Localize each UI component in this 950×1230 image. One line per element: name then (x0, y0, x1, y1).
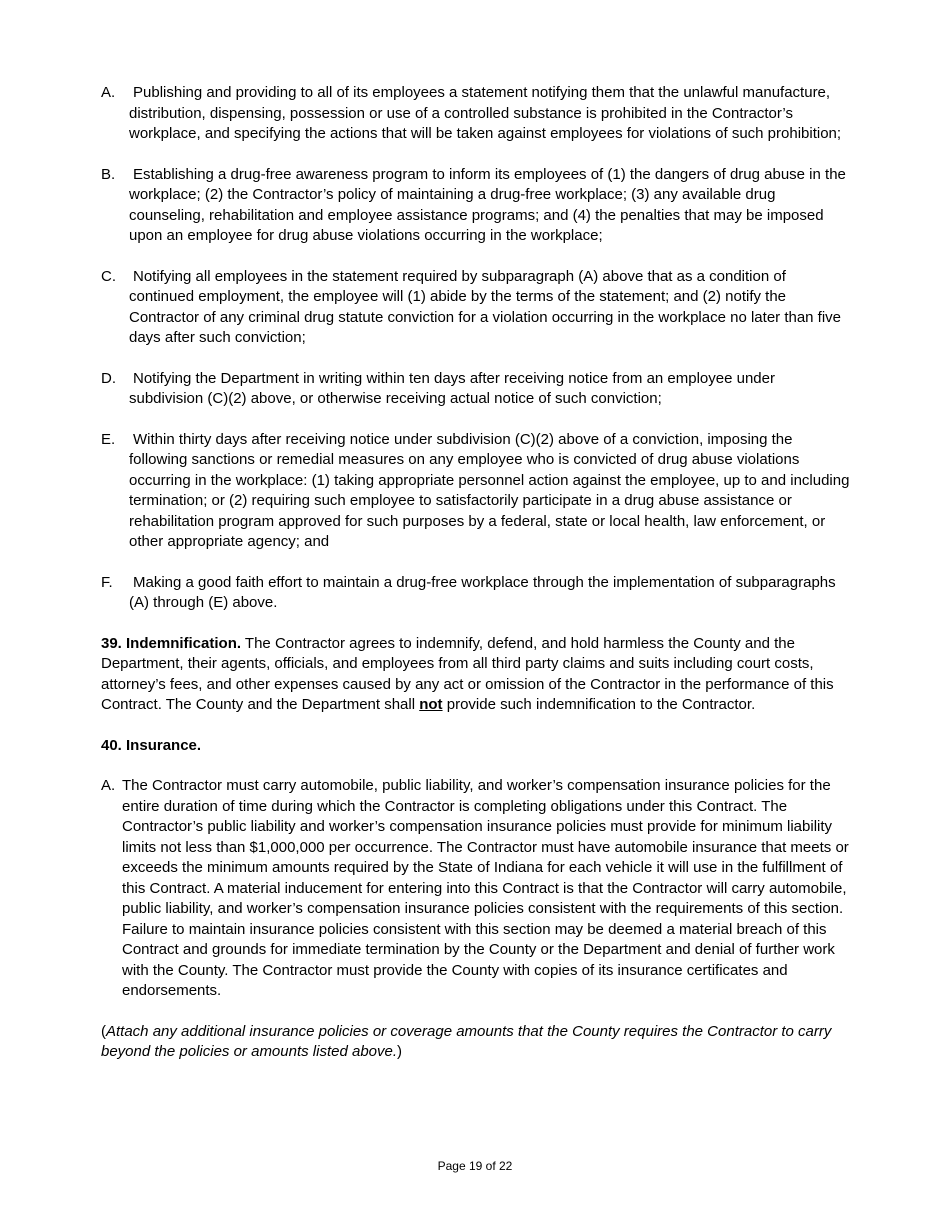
note-open-paren: ( (101, 1022, 106, 1040)
page-number: Page 19 of 22 (437, 1159, 513, 1173)
list-text: Publishing and providing to all of its employees a statement notifying them that the unlawful manufacture, distribution, dispensing, possession or use of a controlled substance is prohibited in the Contractor’s workplace, and specifying the actions that will be taken against employees for violations of such prohibition; (129, 84, 842, 142)
list-item-f (101, 573, 853, 614)
list-letter: B. (101, 165, 116, 183)
document-body (101, 83, 853, 1083)
indemnification-text-1: The Contractor agrees to indemnify, defend, and hold harmless the County and the Department, their agents, officials, and employees from all third party claims and suits including court costs, attorney’s fees, and other expenses caused by any act or omission of the Contractor in the performance of this Contract. The County and the Department shall (101, 634, 834, 713)
list-letter: F. (101, 573, 113, 591)
list-item-c (101, 267, 853, 349)
section-heading-40: 40. Insurance. (101, 736, 202, 754)
list-text: Notifying the Department in writing within ten days after receiving notice from an employee under subdivision (C)(2) above, or otherwise receiving actual notice of such conviction; (129, 369, 775, 407)
indemnification-text-2: provide such indemnification to the Contractor. (442, 696, 756, 713)
insurance-text: The Contractor must carry automobile, public liability, and worker’s compensation insurance policies for the entire duration of time during which the Contractor is completing obligations under this Contract. The Contractor’s public liability and worker’s compensation insurance policies must provide for minimum liability limits not less than $1,000,000 per occurrence. The Contractor must have automobile insurance that meets or exceeds the minimum amounts required by the State of Indiana for each vehicle it will use in the fulfillment of this Contract. A material inducement for entering into this Contract is that the Contractor will carry automobile, public liability, and worker’s compensation insurance policies consistent with the requirements of this section. Failure to maintain insurance policies consistent with this section may be deemed a material breach of this Contract and grounds for immediate termination by the County or the Department and denial of further work with the County. The Contractor must provide the County with copies of its insurance certificates and endorsements. (122, 777, 849, 999)
note-text: Attach any additional insurance policies or coverage amounts that the County requires the Contractor to carry beyond the policies or amounts listed above. (101, 1022, 832, 1060)
list-letter: E. (101, 430, 116, 448)
emphasis-not: not (419, 696, 443, 713)
list-item-e (101, 430, 853, 553)
list-item-a (101, 83, 853, 145)
insurance-item-a (101, 776, 853, 1002)
insurance-note (101, 1022, 853, 1063)
list-item-b (101, 165, 853, 247)
list-text: Notifying all employees in the statement required by subparagraph (A) above that as a condition of continued employment, the employee will (1) abide by the terms of the statement; and (2) notify the Contractor of any criminal drug statute conviction for a violation occurring in the workplace no later than five days after such conviction; (129, 267, 842, 346)
list-text: Establishing a drug-free awareness program to inform its employees of (1) the dangers of drug abuse in the workplace; (2) the Contractor’s policy of maintaining a drug-free workplace; (3) any available drug counseling, rehabilitation and employee assistance programs; and (4) the penalties that may be imposed upon an employee for drug abuse violations occurring in the workplace; (129, 165, 846, 244)
indemnification-paragraph (101, 634, 853, 716)
list-item-d (101, 369, 853, 410)
section-heading-39: 39. Indemnification. (101, 634, 242, 652)
list-letter: A. (101, 777, 116, 794)
note-close-paren: ) (397, 1043, 403, 1060)
list-text: Within thirty days after receiving notice under subdivision (C)(2) above of a conviction, imposing the following sanctions or remedial measures on any employee who is convicted of drug abuse violations occurring in the workplace: (1) taking appropriate personnel action against the employee, up to and including termination; or (2) requiring such employee to satisfactorily participate in a drug abuse assistance or rehabilitation program approved for such purposes by a federal, state or local health, law enforcement, or other appropriate agency; and (129, 430, 850, 550)
list-letter: A. (101, 84, 116, 101)
list-letter: C. (101, 267, 116, 285)
list-text: Making a good faith effort to maintain a drug-free workplace through the implementation of subparagraphs (A) through (E) above. (129, 573, 836, 611)
list-letter: D. (101, 369, 116, 387)
